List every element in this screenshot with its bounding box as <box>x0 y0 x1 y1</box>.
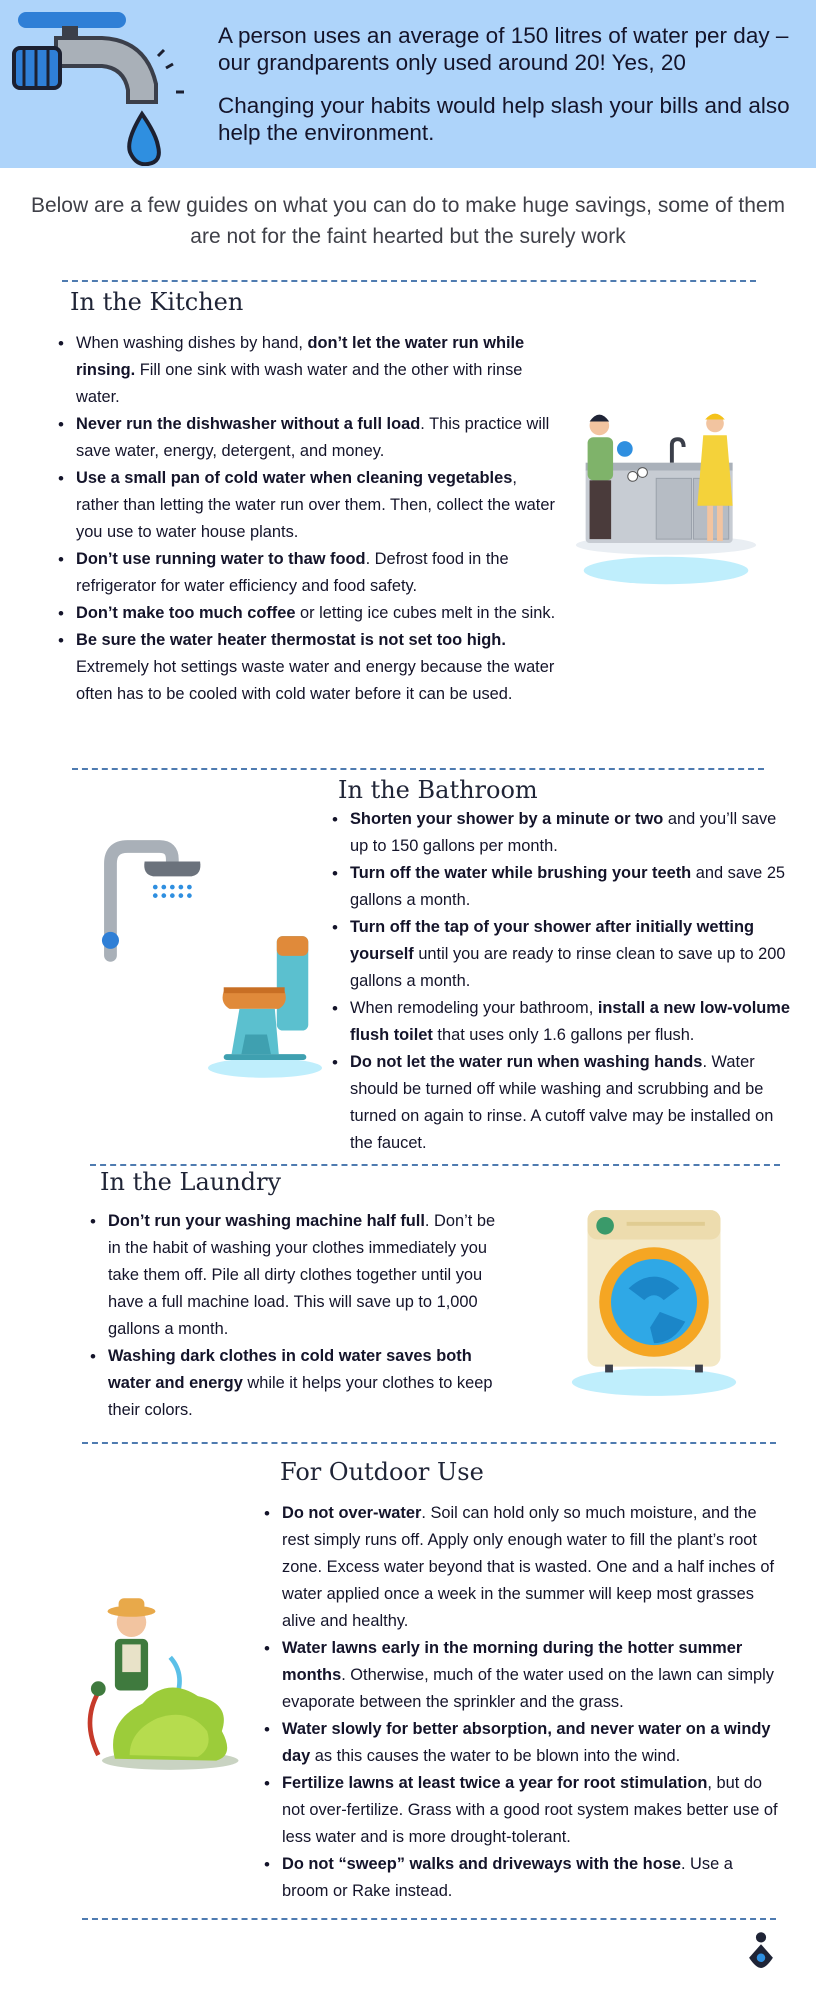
section-divider <box>90 1164 780 1166</box>
list-item-text: When remodeling your bathroom, <box>350 999 598 1017</box>
list-item-emphasis: Be sure the water heater thermostat is not set too high. <box>76 631 506 649</box>
kitchen-couple-illustration <box>568 398 764 594</box>
list-item-text: or letting ice cubes melt in the sink. <box>295 604 556 622</box>
laundry-list <box>88 1208 508 1424</box>
list-item <box>330 914 796 995</box>
list-item <box>330 1049 796 1157</box>
list-item <box>56 465 556 546</box>
list-item <box>56 546 556 600</box>
list-item-text: . Otherwise, much of the water used on the lawn can simply evaporate between the sprinkler and the grass. <box>282 1666 774 1711</box>
list-item-emphasis: Shorten your shower by a minute or two <box>350 810 664 828</box>
list-item-text: as this causes the water to be blown into the wind. <box>310 1747 681 1765</box>
list-item <box>330 806 796 860</box>
header-line-1: A person uses an average of 150 litres of water per day – our grandparents only used around 20! Yes, 20 <box>218 23 789 75</box>
list-item-text: , rather than letting the water run over them. Then, collect the water you use to water house plants. <box>76 469 555 541</box>
list-item <box>262 1635 782 1716</box>
list-item-emphasis: Turn off the tap of your shower after initially wetting yourself <box>350 918 755 963</box>
header-text <box>218 22 798 162</box>
list-item <box>330 995 796 1049</box>
section-divider <box>82 1918 776 1920</box>
list-item <box>330 860 796 914</box>
section-divider <box>62 280 756 282</box>
list-item-text: Extremely hot settings waste water and energy because the water often has to be cooled with cold water before it can be used. <box>76 658 555 703</box>
laundry-title: In the Laundry <box>100 1168 282 1196</box>
list-item-emphasis: Never run the dishwasher without a full load <box>76 415 421 433</box>
kitchen-title: In the Kitchen <box>70 288 244 316</box>
intro-text: Below are a few guides on what you can do to make huge savings, some of them are not for the faint hearted but the surely work <box>30 194 786 248</box>
list-item-emphasis: Don’t run your washing machine half full <box>108 1212 425 1230</box>
list-item <box>262 1851 782 1905</box>
list-item-text: . Use a broom or Rake instead. <box>282 1855 733 1900</box>
bathroom-list <box>330 806 796 1157</box>
list-item-emphasis: Do not let the water run when washing hands <box>350 1053 703 1071</box>
list-item-emphasis: Do not “sweep” walks and driveways with the hose <box>282 1855 681 1873</box>
list-item-text: . Don’t be in the habit of washing your clothes immediately you take them off. Pile all dirty clothes together until you have a full machine load. This will save up to 1,000 gallons a month. <box>108 1212 496 1338</box>
toilet-icon <box>206 930 324 1078</box>
list-item-emphasis: Do not over-water <box>282 1504 422 1522</box>
list-item-emphasis: Water slowly for better absorption, and never water on a windy day <box>282 1720 771 1765</box>
list-item <box>262 1500 782 1635</box>
gardener-watering-illustration <box>78 1590 244 1780</box>
list-item <box>262 1716 782 1770</box>
list-item-emphasis: install a new low-volume flush toilet <box>350 999 790 1044</box>
list-item-text: until you are ready to rinse clean to save up to 200 gallons a month. <box>350 945 786 990</box>
list-item-text: . This practice will save water, energy, detergent, and money. <box>76 415 550 460</box>
list-item-text: and you’ll save up to 150 gallons per month. <box>350 810 777 855</box>
kitchen-list <box>56 330 556 708</box>
list-item-text: , but do not over-fertilize. Grass with a good root system makes better use of less water and is more drought-tolerant. <box>282 1774 778 1846</box>
list-item-emphasis: Use a small pan of cold water when cleaning vegetables <box>76 469 513 487</box>
list-item <box>262 1770 782 1851</box>
header-line-2: Changing your habits would help slash your bills and also help the environment. <box>218 93 790 145</box>
list-item-emphasis: Turn off the water while brushing your teeth <box>350 864 692 882</box>
bathroom-title: In the Bathroom <box>338 776 538 804</box>
list-item-text: . Water should be turned off while washing and scrubbing and be turned on again to rinse. A cutoff valve may be installed on the faucet. <box>350 1053 774 1152</box>
list-item <box>88 1208 508 1343</box>
list-item-emphasis: Washing dark clothes in cold water saves both water and energy <box>108 1347 472 1392</box>
faucet-icon <box>6 6 196 166</box>
list-item-text: Fill one sink with wash water and the other with rinse water. <box>76 361 523 406</box>
section-divider <box>82 1442 776 1444</box>
brand-logo-icon <box>744 1928 778 1974</box>
list-item-text: that uses only 1.6 gallons per flush. <box>432 1026 695 1044</box>
shower-head-icon <box>96 838 206 966</box>
list-item-text: When washing dishes by hand, <box>76 334 308 352</box>
list-item <box>56 600 556 627</box>
list-item-text: . Defrost food in the refrigerator for water efficiency and food safety. <box>76 550 509 595</box>
list-item-emphasis: Fertilize lawns at least twice a year for root stimulation <box>282 1774 708 1792</box>
list-item-text: . Soil can hold only so much moisture, and the rest simply runs off. Apply only enough water to fill the plant’s root zone. Excess water beyond that is wasted. One and a half inches of water applied once a week in the summer will keep most grasses alive and healthy. <box>282 1504 775 1630</box>
list-item-emphasis: don’t let the water run while rinsing. <box>76 334 525 379</box>
list-item-text: and save 25 gallons a month. <box>350 864 786 909</box>
washing-machine-icon <box>566 1206 742 1402</box>
list-item <box>56 330 556 411</box>
outdoor-title: For Outdoor Use <box>280 1458 484 1486</box>
list-item <box>56 411 556 465</box>
list-item-text: while it helps your clothes to keep their colors. <box>108 1374 493 1419</box>
list-item <box>88 1343 508 1424</box>
list-item-emphasis: Don’t make too much coffee <box>76 604 296 622</box>
outdoor-list <box>262 1500 782 1905</box>
list-item-emphasis: Water lawns early in the morning during the hotter summer months <box>282 1639 743 1684</box>
list-item-emphasis: Don’t use running water to thaw food <box>76 550 366 568</box>
list-item <box>56 627 556 708</box>
section-divider <box>72 768 764 770</box>
